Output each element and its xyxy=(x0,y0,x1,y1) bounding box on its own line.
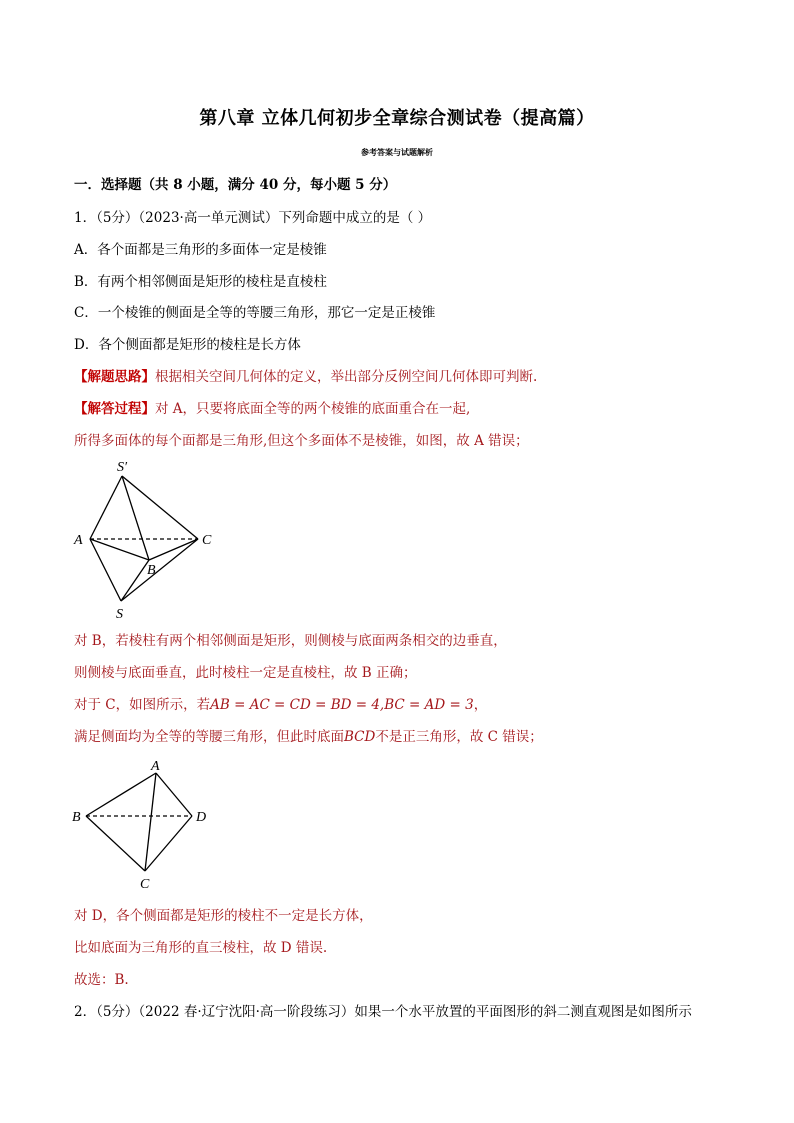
solution-line-c2-math: BCD xyxy=(344,729,376,745)
solution-idea-text: 根据相关空间几何体的定义，举出部分反例空间几何体即可判断. xyxy=(155,369,538,385)
page-title: 第八章 立体几何初步全章综合测试卷（提高篇） xyxy=(199,108,595,129)
solution-process-text: 对 A，只要将底面全等的两个棱锥的底面重合在一起, xyxy=(155,401,471,417)
solution-line-c1 xyxy=(74,696,487,714)
figure2-label-a: A xyxy=(151,759,160,774)
figure1-label-s-prime: S′ xyxy=(117,460,128,475)
figure1-label-b: B xyxy=(147,563,156,578)
figure-double-pyramid xyxy=(66,456,236,626)
answer-line: 故选：B. xyxy=(74,972,129,988)
solution-line-c2 xyxy=(74,728,543,746)
solution-line-c2-prefix: 满足侧面均为全等的等腰三角形，但此时底面 xyxy=(74,729,344,745)
figure1-label-a: A xyxy=(74,533,83,548)
figure2-label-b: B xyxy=(72,810,81,825)
solution-idea-label: 【解题思路】 xyxy=(74,369,155,385)
question-2-stem: 2．（5分）（2022 春·辽宁沈阳·高一阶段练习）如果一个水平放置的平面图形的斜二测直观图是如图所示 xyxy=(74,1004,692,1020)
solution-line-c1-prefix: 对于 C，如图所示，若 xyxy=(74,697,211,713)
solution-idea xyxy=(74,368,537,386)
figure2-label-c: C xyxy=(140,877,150,892)
page-subtitle: 参考答案与试题解析 xyxy=(361,148,433,157)
solution-process xyxy=(74,400,470,418)
solution-line-d2: 比如底面为三角形的直三棱柱，故 D 错误. xyxy=(74,940,328,956)
solution-line-d1: 对 D，各个侧面都是矩形的棱柱不一定是长方体， xyxy=(74,908,373,924)
figure1-label-c: C xyxy=(202,533,212,548)
solution-process-label: 【解答过程】 xyxy=(74,401,155,417)
solution-line-a2: 所得多面体的每个面都是三角形,但这个多面体不是棱锥，如图，故 A 错误； xyxy=(74,433,529,449)
question-1-stem: 1．（5分）（2023·高一单元测试）下列命题中成立的是（ ） xyxy=(74,210,432,226)
solution-line-b2: 则侧棱与底面垂直，此时棱柱一定是直棱柱，故 B 正确； xyxy=(74,665,417,681)
figure-tetrahedron xyxy=(66,756,226,896)
solution-line-c2-suffix: 不是正三角形，故 C 错误； xyxy=(375,729,543,745)
figure1-label-s: S xyxy=(116,607,123,622)
solution-line-c1-suffix: ， xyxy=(473,697,488,713)
solution-line-c1-math: AB = AC = CD = BD = 4,BC = AD = 3 xyxy=(210,697,474,713)
option-d: D．各个侧面都是矩形的棱柱是长方体 xyxy=(74,337,301,353)
solution-line-b1: 对 B，若棱柱有两个相邻侧面是矩形，则侧棱与底面两条相交的边垂直， xyxy=(74,633,507,649)
section-heading: 一．选择题（共 8 小题，满分 40 分，每小题 5 分） xyxy=(74,177,397,193)
option-c: C．一个棱锥的侧面是全等的等腰三角形，那它一定是正棱锥 xyxy=(74,305,436,321)
option-a: A．各个面都是三角形的多面体一定是棱锥 xyxy=(74,242,327,258)
option-b: B．有两个相邻侧面是矩形的棱柱是直棱柱 xyxy=(74,274,327,290)
figure2-label-d: D xyxy=(196,810,207,825)
